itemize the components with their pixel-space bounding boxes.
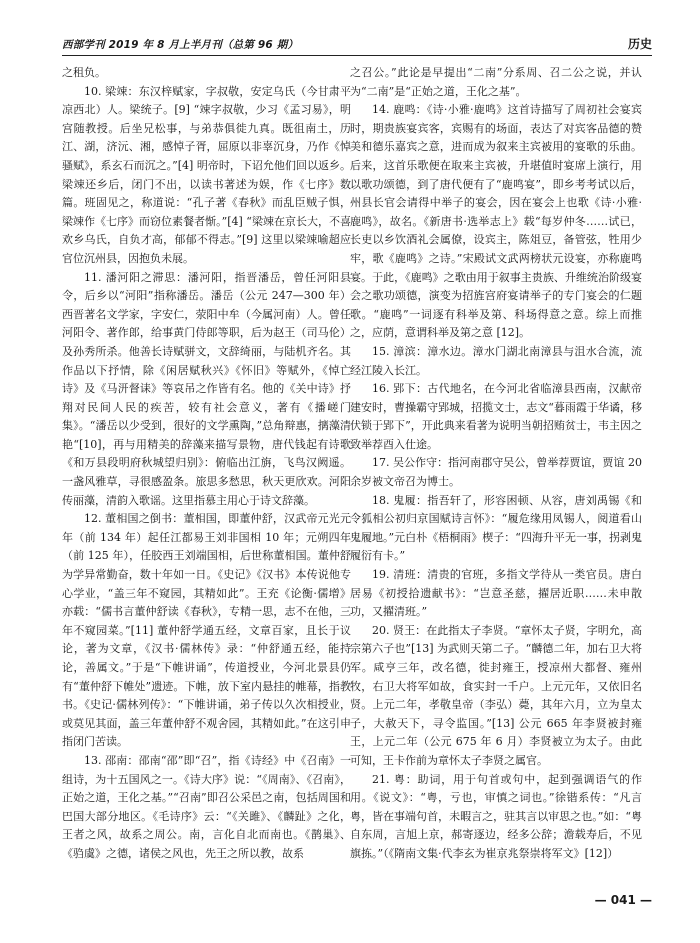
annotation-paragraph: 11. 潘河阳之滞思：潘河阳，指晋潘岳，曾任河阳县令，后乡以“河阳”指称潘岳。潘岳（公元 247—300 年）西晋著名文学家，字安仁，荥阳中牟（今属河南）人。曾任河阳令、著作郎，给事黄门侍郎等职，后为赵王（司马伦）及孙秀所杀。他善长诗赋骈文，文辞绮丽，与陆机齐名。其作品以下抒情，除《闲居赋秋兴》《怀旧》等赋外，《悼亡诗》及《马汧督诔》等哀吊之作皆有名。他的《关中诗》抒翔对民间人民的疾苦，较有社会意义，著有《播嵯门集》。“潘岳以少受到，很好的文学熏陶，”总角辩惠，摛藻清艳“[10]，再与用精美的辞藻来描写景物，唐代钱起有诗歌《和万县段明府秋城望归别》：俯临出江旃，飞鸟汉阙遥。一盏风雅草，寻很感盈条。旅思多愁思，秋天更欣欢。河阳传丽藻，清韵入歌谣。这里指慕主用心于诗文辞藻。: [62, 270, 351, 507]
right-column: [350, 64, 642, 904]
annotation-paragraph: 之召公。”此论是早提出“二南”分系周、召二公之说，并认为“二南”是“正始之道，王化之基”。: [350, 66, 642, 98]
annotation-paragraph: 16. 郢下：古代地名，在今河北省临漳县西南，汉献帝建安时，曹操霸守郢城，招揽文士，志文“暮雨霞于华谲，移伏锁于郢下”，开此典来看著为说明当朝招贿贫士，韦主因之致举荐酉入仕途。: [350, 382, 642, 451]
page-number: — 041 —: [594, 893, 652, 907]
annotation-paragraph: 19. 清班：清贵的官班，多指文学待从一类官员。唐白居易《初授拾遗献书》：“岂意圣慈，擢居近职……未申散功，又擢清班。”: [350, 568, 642, 619]
annotation-paragraph: 12. 董相国之倒书：董相国，即董仲舒，汉武帝元光元年（前 134 年）起任江都易王刘非国相 10 年；元朔四年（前 125 年），任胶西王刘端国相，后世称董相国。董仲舒为学异常勤奋，数十年如一日。《史记》《汉书》本传说他专心学业，“盖三年不窥园，其精如此”。王充《论衡·儒增》亦载：“儒书言董仲舒读《春秋》，专精一思，志不在他，三年不窥园菜。”[11] 董仲舒学通五经，文章百家，且长于议论，著为文章，《汉书·儒林传》录：“仲舒通五经，能持论，善属文。”于是“下帷讲诵”，传道授业，今河北景县仍有“董仲舒下帷处”遗迹。下帷，放下室内悬挂的帷幕，指教书。《史记·儒林列传》：“下帷讲诵，弟子传以久次相授业，或莫见其面，盖三年董仲舒不观舍园，其精如此。”在这引申指闭门苦读。: [62, 512, 351, 749]
annotation-paragraph: 21. 粤：助词，用于句首或句中，起到强调语气的作用。《说文》：“粤，亏也，审慎之词也。”徐锴系传：“凡言粤，皆在事端句首，未暇言之，驻其言以审思之也。”如：“粤自东周，言旭上京，郝寄逐边，经多公辞；澹载寿后，不见旗拣。”（《隋南文集·代李玄为崔京兆祭崇将军文》[12]）: [350, 772, 642, 860]
annotation-paragraph: 18. 鬼履：指吾轩了，形容困顿、从容，唐刘禹锡《和令狐相公初归京国赋诗言怀》：“履危缘用凤锡人，阅道看山鬼履地。”元白朴《梧桐雨》楔子：“四海升平无一事，拐剥鬼履衍有卡。”: [350, 493, 642, 563]
running-header: [62, 30, 652, 56]
annotation-paragraph: 15. 漳滨：漳水边。漳水门湖北南漳县与沮水合流，流经江陵入长江。: [350, 344, 642, 377]
annotation-paragraph: 20. 贤王：在此指太子李贤。“章怀太子贤，字明允，高宗第六子也”[13] 为武则天第二子。“麟德二年，加右卫大将军。咸亨三年，改名德，徙封雍王，授凉州大都督、雍州牧，右卫大将军如故，食实封一千户。上元元年，又依旧名贤。上元二年，孝敬皇帝（李弘）薨，其年六月，立为皇太子，大赦天下，寻令监国。”[13] 公元 665 年李贤被封雍王，上元二年（公元 675 年 6 月）李贤被立为太子。由此可知，王卡作前为章怀太子李贤之属官。: [350, 623, 642, 767]
annotation-paragraph: 之租负。: [62, 66, 106, 79]
section-label: 历史: [627, 37, 652, 51]
left-column: [62, 64, 351, 904]
journal-title: 西部学刊 2019 年 8 月上半月刊（总第 96 期）: [62, 39, 299, 51]
annotation-paragraph: 13. 邵南：邵南“邵”即“召”，指《诗经》中《召南》一组诗，为十五国风之一。《诗大序》说：“《周南》、《召南》，正始之道，王化之基。”“召南”即召公采邑之南，包括周国和巴国大部分地区。《毛诗序》云：“《关雎》、《麟趾》之化，王者之风，故系之周公。南，言化自北而南也。《鹊巢》、《驺虞》之德，诸侯之风也，先王之所以教，故系: [62, 753, 351, 860]
annotation-paragraph: 14. 鹿鸣：《诗·小雅·鹿鸣》这首诗描写了周初社会宴宾时，期贵族宴宾客，宾赐有的场面，表达了对宾客品德的赞美和德乐嘉宾之意，进而成为叙来主宾被用的宴歌的乐曲。后来，这首乐歌便在取来主宾被，升堪值时宴席上演行，用以歌功颂德，到了唐代便有了“鹿鸣宴”，即乡考考试以后，州县长官会请得中举子的宴会，因在宴会上也歌《诗·小雅·鹿鸣》，故名。《新唐书·选举志上》载“每岁仲冬……试已，长吏以乡饮酒礼会属僚，设宾主，陈俎豆，备管弦，牲用少牢，歌《鹿鸣》之诗。”宋殿试文武两榜状元设宴，亦称鹿鸣宴。于此，《鹿鸣》之歌由用于叙事主贵族、升维统治阶级宴会之歌功颂德，演变为招旌宫府宴请举子的专门宴会的仁题歌。“鹿鸣”一词逐有科举及第、科场得意之意。综上而推之，应荫，意谓科举及第之意 [12]。: [350, 103, 642, 340]
annotation-paragraph: 10. 梁竦：东汉梓赋家，字叔敬，安定乌氏（今甘肃平凉西北）人。梁统子。[9] “竦字叔敬，少习《孟习易》，明宫随教授。后坐兄松事，与弟恭俱徙九真。既徂南土，历江、湖，济沅、湘，感悼子胥，屈原以非辜沉身，乃作《悼骚赋》，系玄石而沉之。”[4] 明帝时，下诏允他们回以返乡。梁竦还乡后，闭门不出，以读书著述为娱，作《七序》数篇。班固见之，称道说：“孔子著《春秋》而乱臣贼子惧，梁竦作《七序》而窃位素餐者惭。”[4] “梁竦在京长大，不喜欢乡乌氏，自负才高，郁郁不得志。”[9] 这里以梁竦喻超应官位沉州县，因抱负未展。: [62, 84, 351, 265]
annotation-paragraph: 17. 吴公作守：指河南郡守吴公，曾举荐贾谊，贾谊 20 余岁被文帝召为博士。: [350, 456, 642, 489]
